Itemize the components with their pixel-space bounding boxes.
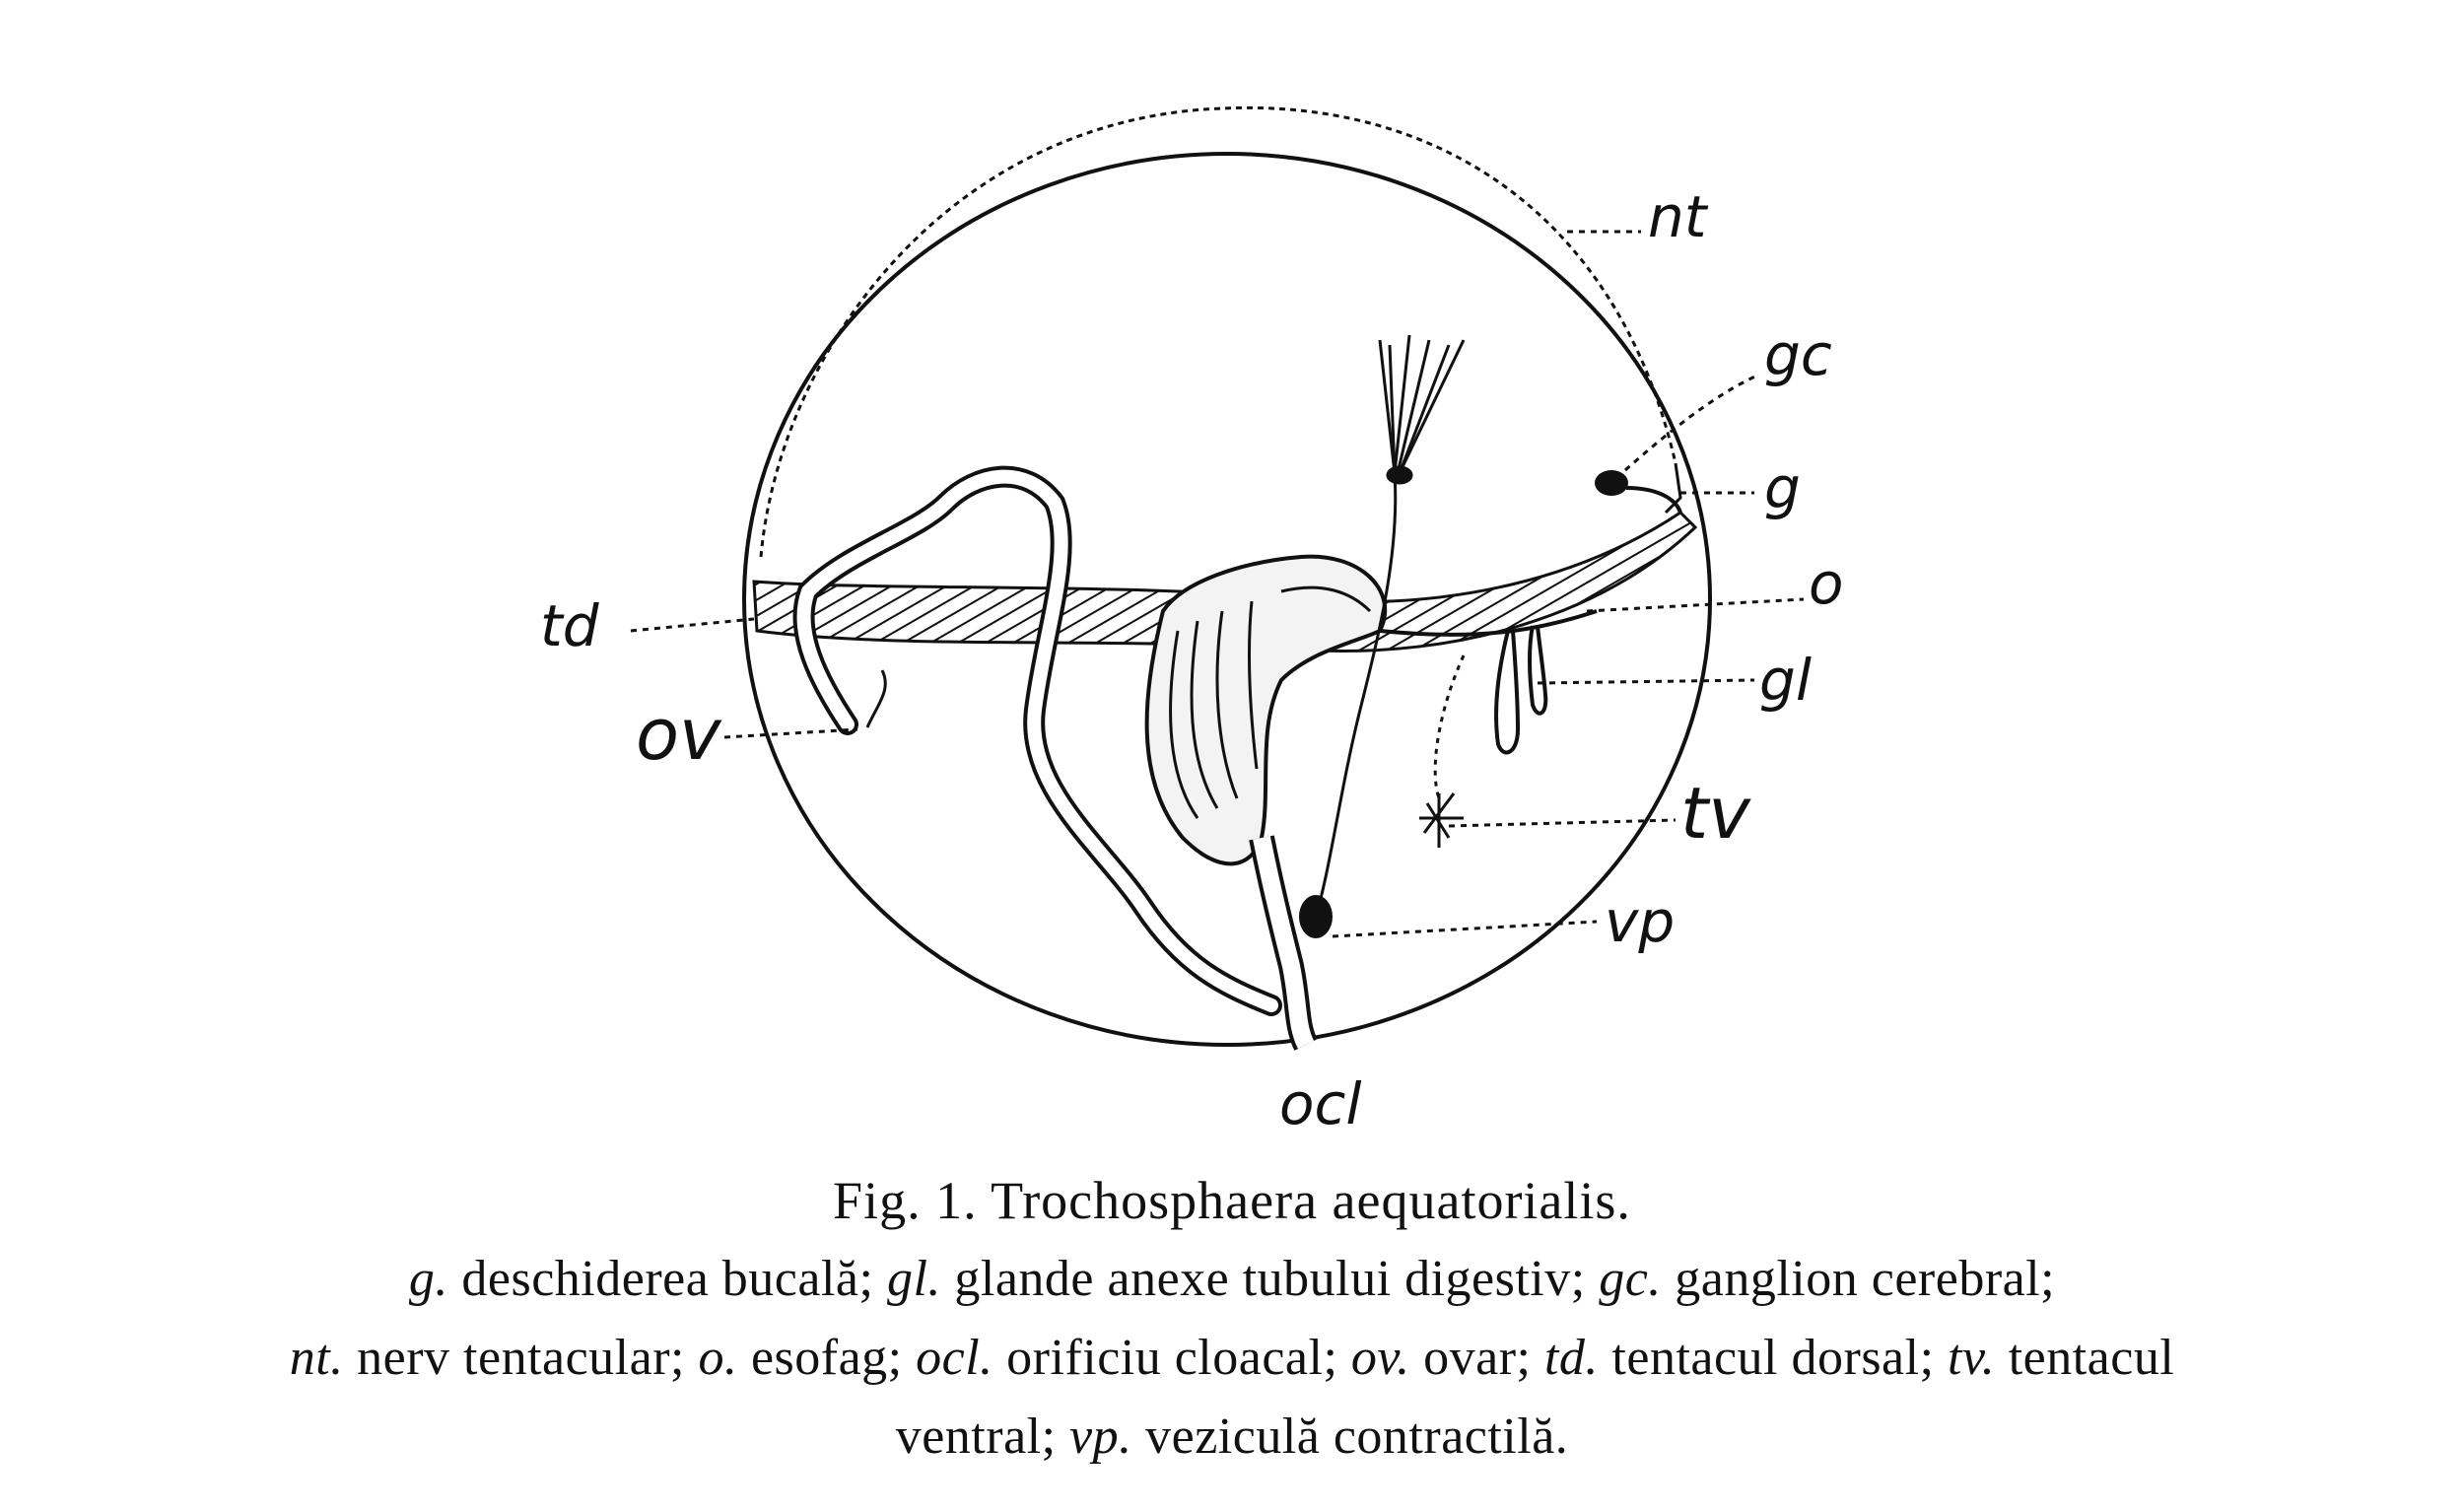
label-o: o [1809,550,1844,617]
caption-definition: tentacul [1995,1330,2175,1386]
caption-title: Fig. 1. Trochosphaera aequatorialis. [833,1171,1631,1230]
label-g: g [1764,454,1801,521]
caption-abbreviation: ocl. [916,1330,993,1386]
caption-definition: esofag; [737,1330,917,1386]
caption-definition: veziculă contractilă. [1131,1409,1569,1465]
caption-abbreviation: g. [408,1251,448,1307]
ventral-tentacle [1419,655,1464,848]
glands [1496,626,1545,752]
caption-line [0,1398,2464,1477]
caption-line [0,1240,2464,1319]
caption-definition: deschiderea bucală; [447,1251,887,1307]
caption-abbreviation: vp. [1069,1409,1132,1465]
caption-definition: tentacul dorsal; [1598,1330,1949,1386]
caption-abbreviation: gl. [886,1251,941,1307]
label-gl: gl [1759,647,1812,714]
caption-abbreviation: tv. [1948,1330,1996,1386]
ganglion-and-mouth [1595,470,1680,513]
caption-definition: glande anexe tubului digestiv; [940,1251,1600,1307]
figure-caption [0,1161,2464,1477]
caption-legend [0,1240,2464,1477]
caption-abbreviation: nt. [289,1330,344,1386]
caption-definition: ventral; [895,1409,1070,1465]
label-tv: tv [1680,772,1750,855]
caption-line [0,1319,2464,1398]
label-nt: nt [1648,183,1707,250]
caption-definition: nerv tentacular; [343,1330,699,1386]
caption-abbreviation: o. [698,1330,738,1386]
caption-abbreviation: td. [1543,1330,1599,1386]
label-ocl: ocl [1279,1070,1362,1137]
caption-definition: ovar; [1409,1330,1544,1386]
label-gc: gc [1764,321,1832,388]
label-vp: vp [1605,888,1676,955]
caption-definition: orificiu cloacal; [992,1330,1351,1386]
label-ov: ov [636,693,721,776]
contractile-vesicle [1299,895,1333,938]
caption-abbreviation: gc. [1599,1251,1662,1307]
caption-abbreviation: ov. [1350,1330,1410,1386]
label-td: td [540,592,599,659]
caption-definition: ganglion cerebral; [1661,1251,2056,1307]
